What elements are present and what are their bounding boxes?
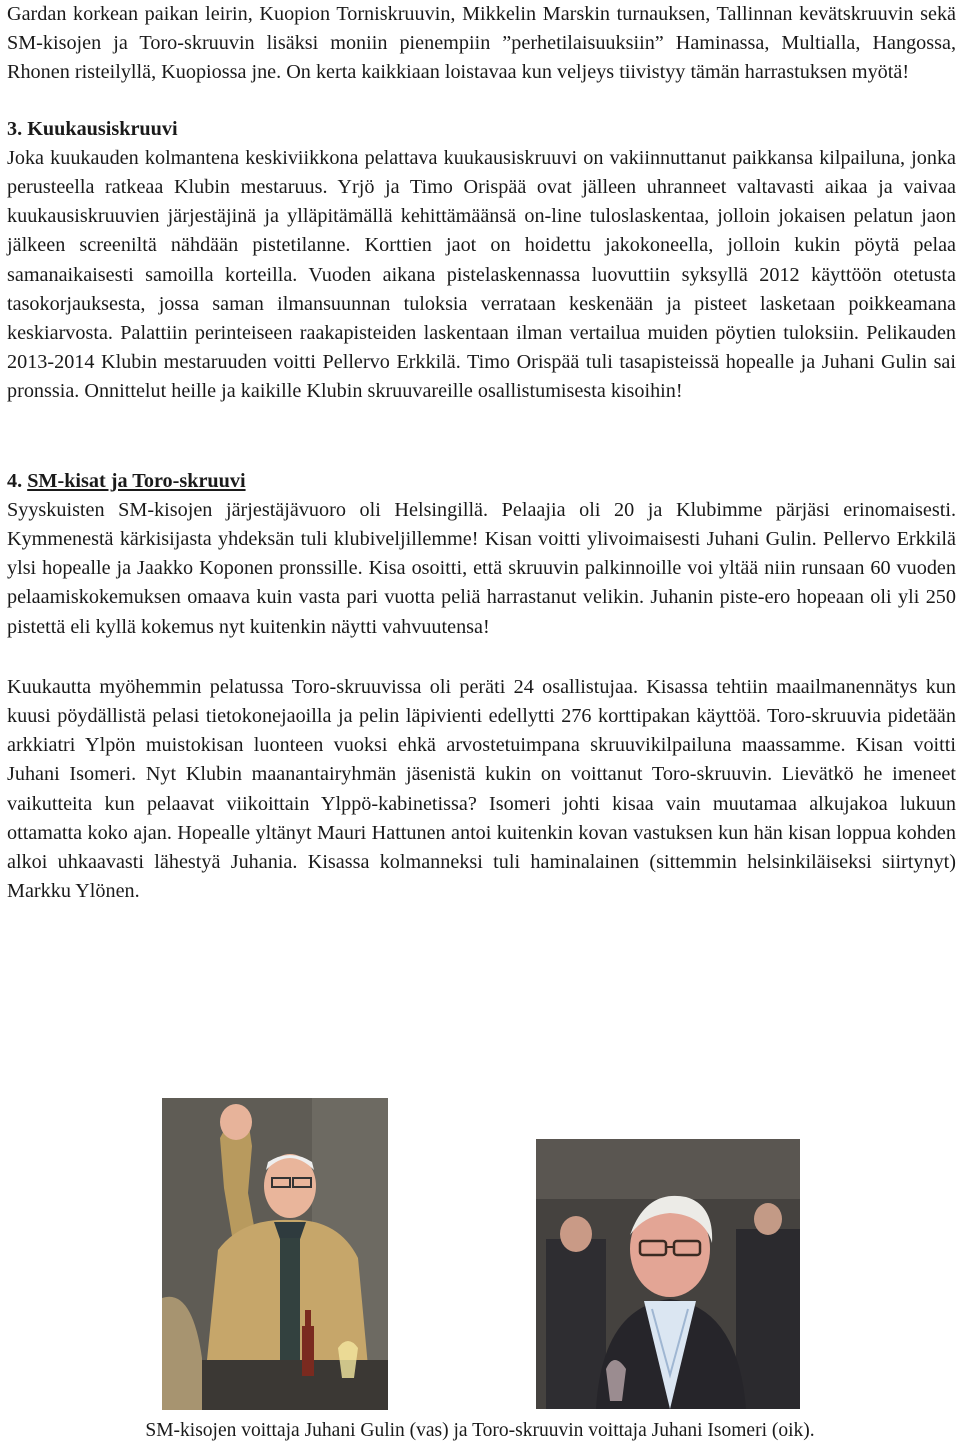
photo-juhani-isomeri-drawing [536, 1139, 800, 1409]
photo-juhani-gulin [162, 1098, 388, 1410]
section-4-heading [7, 467, 956, 496]
photo-caption: SM-kisojen voittaja Juhani Gulin (vas) ja Toro-skruuvin voittaja Juhani Isomeri (oik). [145, 1420, 815, 1441]
section-3-title: Kuukausiskruuvi [27, 117, 178, 140]
section-3-body: Joka kuukauden kolmantena keskiviikkona pelattava kuukausiskruuvi on vakiinnuttanut paikkansa kilpailuna, jonka perusteella ratkeaa Klubin mestaruus. Yrjö ja Timo Orispää ovat jälleen uhranneet valtavasti aikaa ja vaivaa kuukausiskruuvien järjestäjinä ja ylläpitämällä kehittämäänsä on-line tuloslaskentaa, jolloin jokaisen pelatun jaon jälkeen screeniltä nähdään pistetilanne. Korttien jaot on hoidettu jakokoneella, jolloin kukin pöytä pelaa samanaikaisesti samoilla korteilla. Vuoden aikana pistelaskennassa luovuttiin syksyllä 2012 käyttöön otetusta tasokorjauksesta, jossa saman ilmansuunnan tuloksia verrataan keskenään ja pisteet lasketaan poikkeamana keskiarvosta. Palattiin perinteiseen raakapisteiden laskentaan ilman vertailua muiden pöytien tuloksiin. Pelikauden 2013-2014 Klubin mestaruuden voitti Pellervo Erkkilä. Timo Orispää tuli tasapisteissä hopealle ja Juhani Gulin sai pronssia. Onnittelut heille ja kaikille Klubin skruuvareille osallistumisesta kisoihin! [7, 146, 956, 403]
section-4-body-2: Kuukautta myöhemmin pelatussa Toro-skruuvissa oli peräti 24 osallistujaa. Kisassa tehtiin maailmanennätys kun kuusi pöydällistä pelasi tietokonejaoilla ja pelin läpivienti edellytti 276 korttipakan käyttöä. Toro-skruuvia pidetään arkkiatri Ylpön muistokisan luonteen vuoksi ehkä arvostetuimpana skruuvikilpailuna maassamme. Kisan voitti Juhani Isomeri. Nyt Klubin maanantairyhmän jäsenistä kukin on voittanut Toro-skruuvin. Lievätkö he imeneet vaikutteita kun pelaavat viikoittain Ylppö-kabinetissa? Isomeri johti kisaa vain muutamaa alkujakoa lukuun ottamatta koko ajan. Hopealle yltänyt Mauri Hattunen antoi kuitenkin kovan vastuksen kun hän kisan loppua kohden alkoi uhkaavasti lähestyä Juhania. Kisassa kolmanneksi tuli haminalainen (sittemmin helsinkiläiseksi siirtynyt) Markku Ylönen. [7, 675, 956, 903]
photo-juhani-gulin-drawing [162, 1098, 388, 1410]
section-4-title: SM-kisat ja Toro-skruuvi [27, 469, 246, 492]
document-page [7, 0, 956, 906]
photo-juhani-isomeri [536, 1139, 800, 1409]
section-3-number: 3. [7, 117, 23, 140]
section-4-body-1: Syyskuisten SM-kisojen järjestäjävuoro oli Helsingillä. Pelaajia oli 20 ja Klubimme pärjäsi erinomaisesti. Kymmenestä kärkisijasta yhdeksän tuli klubiveljillemme! Kisan voitti ylivoimaisesti Juhani Gulin. Pellervo Erkkilä ylsi hopealle ja Jaakko Koponen pronssille. Kisa osoitti, että skruuvin palkinnoille voi yltää niin runsaan 60 vuoden pelaamiskokemuksen omaava kuin vasta pari vuotta peliä harrastanut velikin. Juhanin piste-ero hopeaan oli yli 250 pistettä eli kyllä kokemus nyt kuitenkin näytti vahvuutensa! [7, 498, 956, 638]
intro-paragraph: Gardan korkean paikan leirin, Kuopion Torniskruuvin, Mikkelin Marskin turnauksen, Tallinnan kevätskruuvin sekä SM-kisojen ja Toro-skruuvin lisäksi moniin pienempiin ”perhetilaisuuksiin” Haminassa, Multialla, Hangossa, Rhonen risteilyllä, Kuopiossa jne. On kerta kaikkiaan loistavaa kun veljeys tiivistyy tämän harrastuksen myötä! [7, 3, 956, 84]
section-4-number: 4. [7, 469, 23, 492]
section-3-heading [7, 115, 956, 144]
